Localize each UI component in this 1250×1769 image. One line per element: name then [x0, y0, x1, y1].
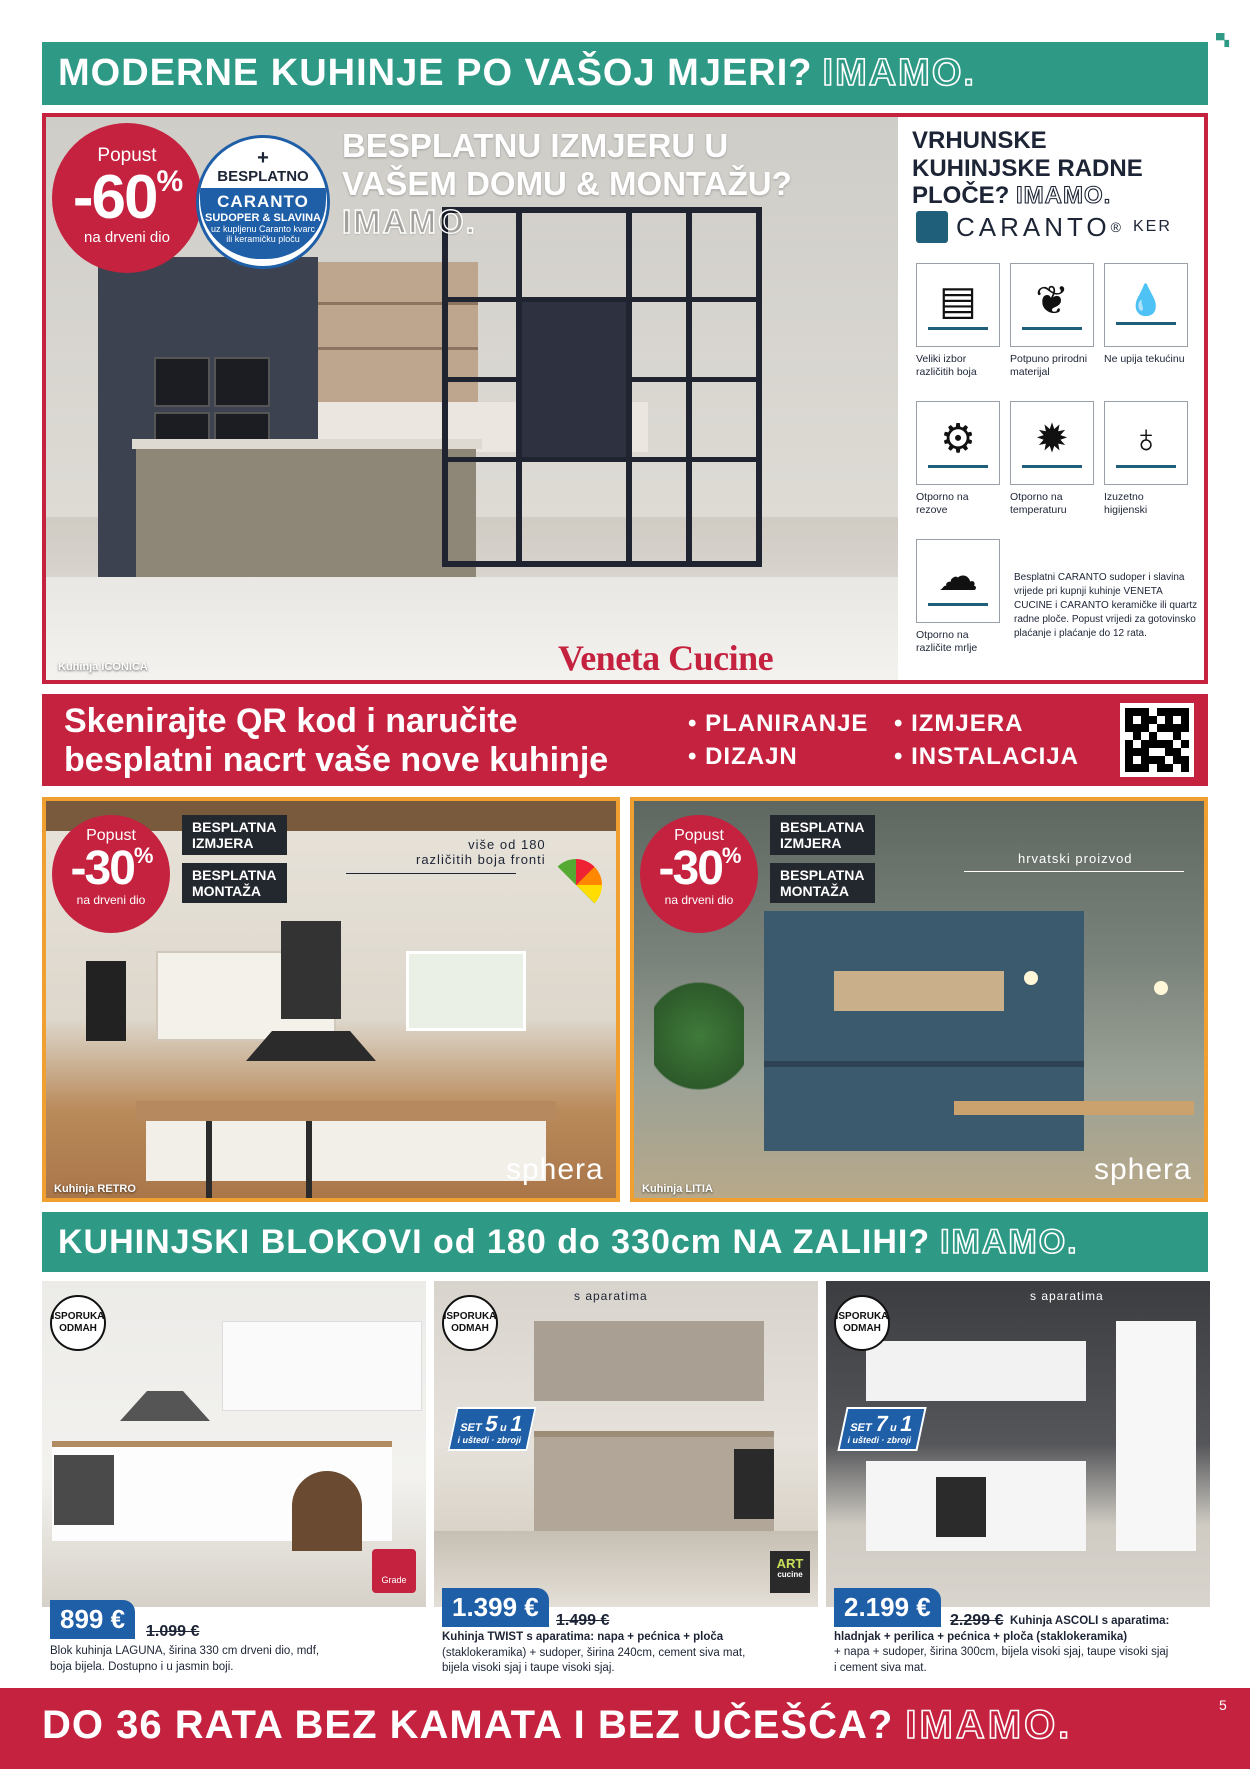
sphera-logo-retro: sphera	[506, 1153, 604, 1186]
tag-free-measure-litia: BESPLATNA IZMJERA	[770, 815, 875, 855]
retro-colors-note: više od 180 različitih boja fronti	[416, 837, 546, 867]
desc-twist: Kuhinja TWIST s aparatima: napa + pećnica + ploča (staklokeramika) + sudoper, širina 240cm, cement siva mat, bijela visoki sjaj i taupe visoki sjaj.	[442, 1631, 746, 1675]
feature-cuts: ⚙ Otporno na rezove	[916, 401, 1000, 516]
hero-title	[342, 127, 792, 241]
tag-free-install-litia: BESPLATNA MONTAŽA	[770, 863, 875, 903]
footer-text: DO 36 RATA BEZ KAMATA I BEZ UČEŠĆA? IMAMO.	[42, 1703, 1073, 1747]
caranto-ker-logo: CARANTO ® KER	[916, 211, 1172, 243]
discount-badge-60	[52, 123, 202, 273]
pacifier-icon: ♁	[1131, 416, 1161, 461]
footer-imamo: IMAMO.	[905, 1703, 1073, 1747]
caranto-free-badge	[196, 135, 330, 269]
hero-title-imamo: IMAMO.	[342, 202, 477, 240]
panel-imamo: IMAMO.	[1016, 182, 1112, 210]
kitchen-island	[136, 447, 476, 577]
price-twist: 1.399 €	[442, 1588, 549, 1627]
feature-temperature: ✹ Otporno na temperaturu	[1010, 401, 1094, 516]
price-ascoli: 2.199 €	[834, 1588, 941, 1627]
plant-icon: ❦	[1035, 278, 1069, 323]
desc-ascoli: Kuhinja ASCOLI s aparatima: hladnjak + perilica + pećnica + ploča (staklokeramika) + napa + sudoper, širina 300cm, bijela visoki sjaj, taupe visoki sjaj i cement siva mat.	[834, 1615, 1170, 1674]
discount-sub: na drveni dio	[84, 229, 170, 246]
top-banner-imamo: IMAMO.	[822, 52, 976, 94]
product-card-twist[interactable]	[434, 1281, 818, 1607]
panel-title: VRHUNSKE KUHINJSKE RADNE PLOČE? IMAMO.	[912, 127, 1143, 210]
set-badge-5in1: SET 5 u 1 i uštedi · zbroji	[447, 1407, 536, 1451]
discount-label: Popust	[97, 145, 157, 166]
hero-title-line1: BESPLATNU IZMJERU U	[342, 127, 729, 164]
feature-colors: ▤ Veliki izbor različitih boja	[916, 263, 1000, 378]
panel-note: Besplatni CARANTO sudoper i slavina vrijede pri kupnji kuhinje VENETA CUCINE i CARANTO keramičke ili quartz radne ploče. Popust vrijedi za gotovinsko plaćanje i plaćanje do 12 rata.	[1014, 572, 1198, 639]
stain-icon: ☁	[938, 554, 978, 599]
retro-caption: Kuhinja RETRO	[54, 1183, 136, 1195]
color-swatches-icon: ▤	[939, 278, 977, 323]
old-price-laguna: 1.099 €	[146, 1623, 200, 1640]
litia-caption: Kuhinja LITIA	[642, 1183, 713, 1195]
retro-kitchen-card	[42, 797, 620, 1202]
color-fan-icon	[550, 859, 602, 911]
caranto-panel	[898, 117, 1204, 680]
ascoli-appliances-note: s aparatima	[1030, 1289, 1104, 1303]
corner-mark: ▀▖	[1216, 33, 1234, 47]
feature-hygienic: ♁ Izuzetno higijenski	[1104, 401, 1188, 516]
sphera-logo-litia: sphera	[1094, 1153, 1192, 1186]
hero-caption: Kuhinja ICONICA	[58, 661, 148, 673]
plus-sign: +	[257, 147, 269, 169]
discount-value: -60%	[72, 163, 182, 232]
tag-free-measure: BESPLATNA IZMJERA	[182, 815, 287, 855]
hero-section	[42, 113, 1208, 684]
old-price-twist: 1.499 €	[556, 1612, 610, 1629]
discount-badge-litia: Popust -30% na drveni dio	[640, 815, 758, 933]
blocks-banner-imamo: IMAMO.	[940, 1222, 1079, 1261]
product-card-laguna[interactable]	[42, 1281, 426, 1607]
croatian-product-note: hrvatski proizvod	[1018, 851, 1133, 866]
badge-caranto: CARANTO	[217, 192, 309, 211]
feature-liquid: 💧 Ne upija tekućinu	[1104, 263, 1188, 366]
discount-badge-retro: Popust -30% na drveni dio	[52, 815, 170, 933]
blocks-banner	[42, 1212, 1208, 1272]
veneta-cucine-logo: Veneta Cucine	[558, 638, 774, 678]
badge-note1: uz kupljenu Caranto kvarc	[210, 224, 316, 234]
delivery-badge-ascoli: ISPORUKA ODMAH	[834, 1295, 890, 1351]
top-banner-text: MODERNE KUHINJE PO VAŠOJ MJERI?	[58, 52, 813, 94]
badge-product: SUDOPER & SLAVINA	[205, 212, 321, 224]
litia-kitchen-card	[630, 797, 1208, 1202]
qr-code[interactable]	[1120, 703, 1194, 777]
art-cucine-logo: ART cucine	[770, 1551, 810, 1593]
tag-free-install: BESPLATNA MONTAŽA	[182, 863, 287, 903]
badge-note2: ili keramičku ploču	[226, 234, 300, 245]
price-laguna: 899 €	[50, 1600, 135, 1639]
sun-icon: ✹	[1035, 416, 1069, 461]
qr-code-pattern	[1125, 708, 1189, 772]
grade-logo: Grade	[372, 1549, 416, 1593]
set-badge-7in1: SET 7 u 1 i uštedi · zbroji	[837, 1407, 926, 1451]
caranto-ker: KER	[1132, 218, 1172, 235]
qr-headline: Skenirajte QR kod i naručite besplatni nacrt vaše nove kuhinje	[64, 702, 609, 779]
saw-blade-icon: ⚙	[940, 416, 976, 461]
product-card-ascoli[interactable]	[826, 1281, 1210, 1607]
page-number: 5	[1219, 1697, 1227, 1713]
services-list-1: • PLANIRANJE • DIZAJN	[688, 710, 869, 770]
hero-title-line2: VAŠEM DOMU & MONTAŽU?	[342, 164, 792, 202]
services-list-2: • IZMJERA • INSTALACIJA	[894, 710, 1079, 770]
old-price-ascoli: 2.299 €	[950, 1612, 1004, 1629]
blocks-banner-text: KUHINJSKI BLOKOVI od 180 do 330cm NA ZALIHI?	[58, 1222, 931, 1261]
delivery-badge-twist: ISPORUKA ODMAH	[442, 1295, 498, 1351]
twist-appliances-note: s aparatima	[574, 1289, 648, 1303]
top-banner	[42, 42, 1208, 105]
delivery-badge: ISPORUKA ODMAH	[50, 1295, 106, 1351]
hero-kitchen-photo	[46, 117, 898, 680]
caranto-name: CARANTO	[956, 211, 1111, 242]
qr-banner	[42, 694, 1208, 786]
badge-besplatno: BESPLATNO	[217, 168, 309, 185]
feature-stains: ☁ Otporno na različite mrlje	[916, 539, 1000, 654]
blue-cabinets	[764, 911, 1084, 1151]
footer-banner	[0, 1688, 1250, 1769]
feature-natural: ❦ Potpuno prirodni materijal	[1010, 263, 1094, 378]
drops-icon: 💧	[1127, 283, 1165, 317]
caranto-mark-icon	[916, 211, 948, 243]
desc-laguna: Blok kuhinja LAGUNA, širina 330 cm drveni dio, mdf, boja bijela. Dostupno i u jasmin boji.	[50, 1645, 320, 1673]
